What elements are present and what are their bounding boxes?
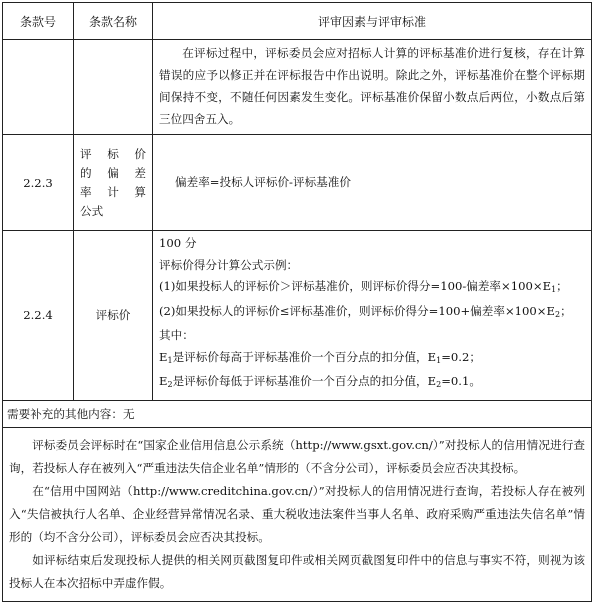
table-row: [3, 40, 592, 135]
e1-definition: $E_1$是评标价每高于评标基准价一个百分点的扣分值，$E_1=0.2$；: [159, 349, 481, 365]
notes-cell: [3, 427, 592, 601]
clause-name-line: 公式: [80, 203, 104, 218]
criteria-cell: [153, 40, 592, 135]
clause-name-cell: [74, 135, 153, 231]
header-criteria: 评审因素与评审标准: [153, 3, 592, 40]
where-label: 其中：: [159, 328, 194, 342]
table-row: [3, 400, 592, 427]
table-row: [3, 231, 592, 401]
table-header-row: [3, 3, 592, 40]
clause-number-cell: 2.2.3: [3, 135, 74, 231]
clause-name-cell: [74, 40, 153, 135]
header-clause-number: 条款号: [3, 3, 74, 40]
benchmark-review-text: 在评标过程中，评标委员会应对招标人计算的评标基准价进行复核，存在计算错误的应予以修正并在评标报告中作出说明。除此之外，评标基准价在整个评标期间保持不变，不随任何因素发生变化。评标基准价保留小数点后两位，小数点后第三位四舍五入。: [159, 46, 585, 126]
clause-number-cell: 2.2.4: [3, 231, 74, 401]
evaluation-criteria-table: [2, 2, 592, 602]
note-paragraph: 如评标结束后发现投标人提供的相关网页截图复印件或相关网页截图复印件中的信息与事实不符，则视为该投标人在本次招标中弄虚作假。: [9, 552, 585, 590]
header-clause-name: 条款名称: [74, 3, 153, 40]
full-score-text: 100 分: [159, 236, 197, 250]
table-row: [3, 427, 592, 601]
criteria-cell: [153, 135, 592, 231]
clause-name-cell: 评标价: [74, 231, 153, 401]
clause-name-text: [74, 145, 152, 221]
note-paragraph: 在“信用中国网站（http://www.creditchina.gov.cn/）”对投标人的信用情况进行查询，若投标人存在被列入“失信被执行人名单、企业经营异常情况名录、重大税收违法案件当事人名单、政府采购严重违法失信名单”情形的（均不含分公司），评标委员会应否决其投标。: [9, 483, 585, 544]
formula-case-1: (1)如果投标人的评标价＞评标基准价，则评标价得分=100-偏差率$\times 100\times E_1$；: [159, 279, 568, 294]
clause-name-line: 率 计 算: [80, 184, 146, 199]
extra-content-text: 需要补充的其他内容：无: [7, 406, 135, 421]
table-row: [3, 135, 592, 231]
formula-intro-text: 评标价得分计算公式示例：: [159, 257, 299, 272]
note-paragraph: 评标委员会评标时在“国家企业信用信息公示系统（http://www.gsxt.gov.cn/）”对投标人的信用情况进行查询，若投标人存在被列入“严重违法失信企业名单”情形的（不含分公司），评标委员会应否决其投标。: [9, 437, 585, 475]
deviation-rate-formula: 偏差率=投标人评标价-评标基准价: [175, 174, 351, 189]
extra-content-cell: [3, 400, 592, 427]
clause-number-cell: [3, 40, 74, 135]
criteria-cell: [153, 231, 592, 401]
notes-block: [3, 428, 591, 601]
clause-name-line: 评 标 价: [80, 146, 146, 161]
clause-name-line: 的 偏 差: [80, 165, 146, 180]
e2-definition: $E_2$是评标价每低于评标基准价一个百分点的扣分值，$E_2=0.1$。: [159, 374, 481, 389]
score-formula-block: [153, 231, 591, 400]
formula-case-2: (2)如果投标人的评标价≤评标基准价，则评标价得分=100+偏差率$\times 100\times E_2$；: [159, 303, 572, 319]
